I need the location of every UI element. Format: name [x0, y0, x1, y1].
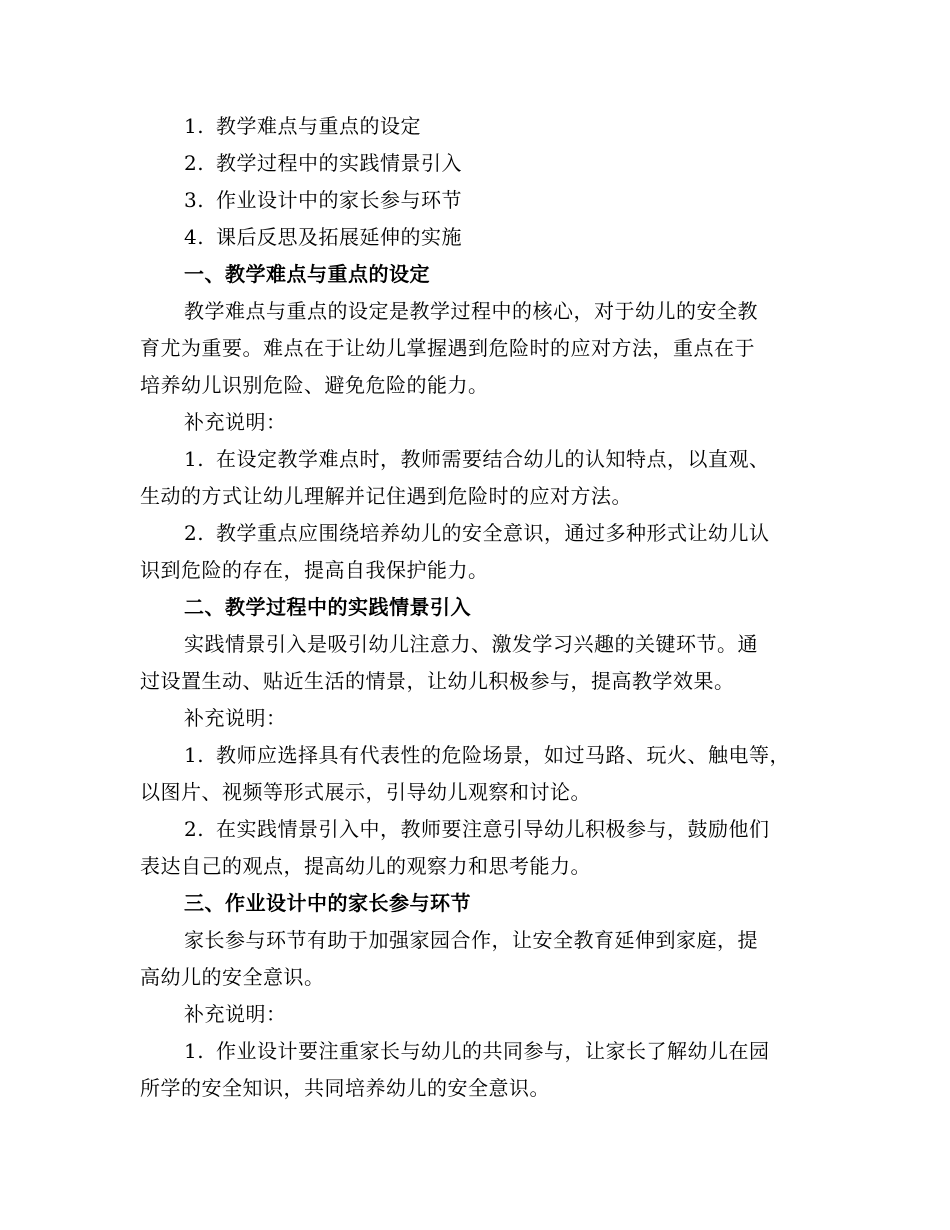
section-2-supp-label: 补充说明：: [184, 706, 287, 730]
section-1-heading: 一、教学难点与重点的设定: [184, 262, 430, 286]
section-3-item-1-line: 1. 作业设计要注重家长与幼儿的共同参与，让家长了解幼儿在园: [184, 1039, 770, 1063]
section-1-item-1-line: 生动的方式让幼儿理解并记住遇到危险时的应对方法。: [140, 484, 632, 508]
section-1-para-line: 培养幼儿识别危险、避免危险的能力。: [140, 373, 489, 397]
section-3-heading: 三、作业设计中的家长参与环节: [184, 891, 471, 915]
toc-item-3: 3. 作业设计中的家长参与环节: [184, 188, 462, 212]
section-2-item-1-line: 1. 教师应选择具有代表性的危险场景，如过马路、玩火、触电等，: [184, 743, 790, 767]
section-2-item-2-line: 2. 在实践情景引入中，教师要注意引导幼儿积极参与，鼓励他们: [184, 817, 770, 841]
section-1-item-1-line: 1. 在设定教学难点时，教师需要结合幼儿的认知特点，以直观、: [184, 447, 770, 471]
section-3-supp-label: 补充说明：: [184, 1002, 287, 1026]
section-2-item-1-line: 以图片、视频等形式展示，引导幼儿观察和讨论。: [140, 780, 591, 804]
section-2-heading: 二、教学过程中的实践情景引入: [184, 595, 471, 619]
section-1-item-2-line: 2. 教学重点应围绕培养幼儿的安全意识，通过多种形式让幼儿认: [184, 521, 770, 545]
section-1-item-2-line: 识到危险的存在，提高自我保护能力。: [140, 558, 489, 582]
section-2-para-line: 实践情景引入是吸引幼儿注意力、激发学习兴趣的关键环节。通: [184, 632, 758, 656]
toc-item-4: 4. 课后反思及拓展延伸的实施: [184, 225, 462, 249]
section-1-supp-label: 补充说明：: [184, 410, 287, 434]
toc-item-1: 1. 教学难点与重点的设定: [184, 114, 421, 138]
section-2-item-2-line: 表达自己的观点，提高幼儿的观察力和思考能力。: [140, 854, 591, 878]
section-1-para-line: 教学难点与重点的设定是教学过程中的核心，对于幼儿的安全教: [184, 299, 758, 323]
section-2-para-line: 过设置生动、贴近生活的情景，让幼儿积极参与，提高教学效果。: [140, 669, 735, 693]
section-3-para-line: 高幼儿的安全意识。: [140, 965, 325, 989]
section-3-para-line: 家长参与环节有助于加强家园合作，让安全教育延伸到家庭，提: [184, 928, 758, 952]
toc-item-2: 2. 教学过程中的实践情景引入: [184, 151, 462, 175]
section-1-para-line: 育尤为重要。难点在于让幼儿掌握遇到危险时的应对方法，重点在于: [140, 336, 755, 360]
section-3-item-1-line: 所学的安全知识，共同培养幼儿的安全意识。: [140, 1076, 550, 1100]
